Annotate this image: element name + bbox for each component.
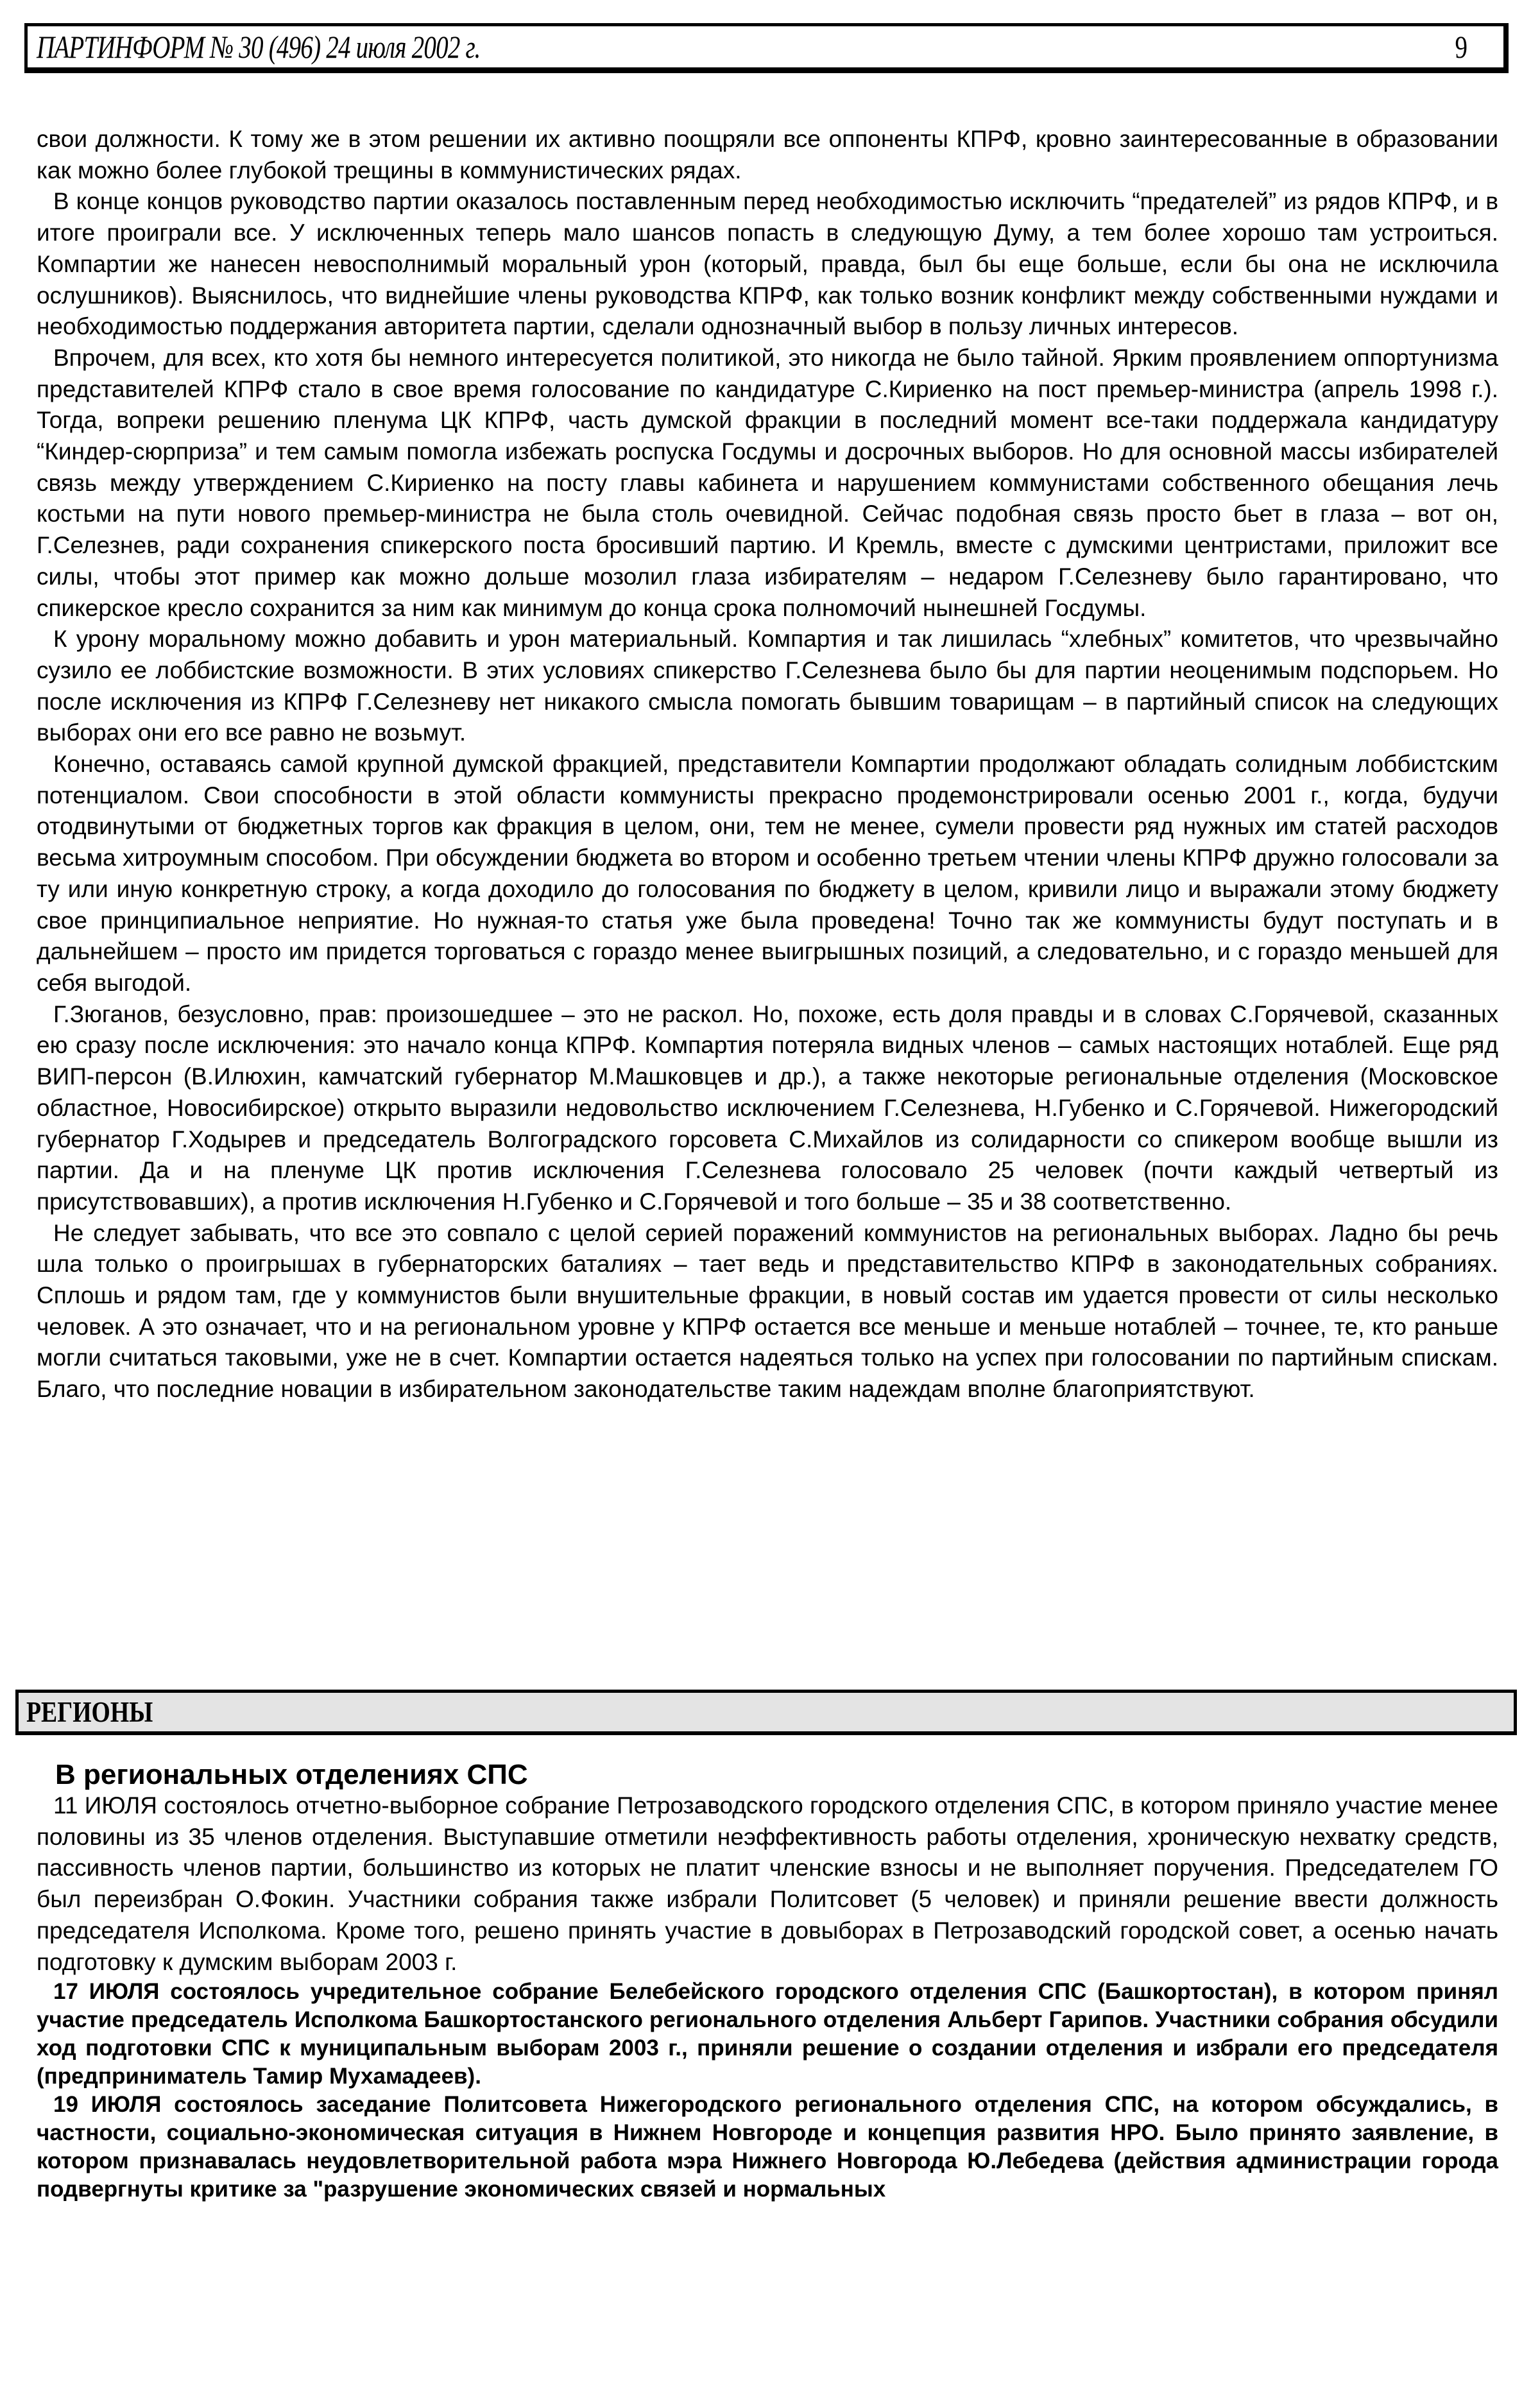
region-news-item: 19 ИЮЛЯ состоялось заседание Политсовета Нижегородского регионального отделения СПС, на котором обсуждались, в частности, социально-экономическая ситуация в Нижнем Новгороде и концепция развития НРО. Было принято заявление, в котором признавалась неудовлетворительной работа мэра Нижнего Новгорода Ю.Лебедева (действия администрации города подвергнуты критике за "разрушение экономических связей и нормальных xyxy=(37,2092,1498,2202)
page-number: 9 xyxy=(1455,29,1467,65)
section-subheading: В региональных отделениях СПС xyxy=(55,1759,528,1790)
section-title: РЕГИОНЫ xyxy=(26,1695,153,1728)
region-news-item: 11 ИЮЛЯ состоялось отчетно-выборное собрание Петрозаводского городского отделения СПС, в котором приняло участие менее половины из 35 членов отделения. Выступавшие отметили неэффективность работы отделения, хроническую нехватку средств, пассивность членов партии, большинство из которых не платит членские взносы и не выполняет поручения. Председателем ГО был переизбран О.Фокин. Участники собрания также избрали Политсовет (5 человек) и приняли решение ввести должность председателя Исполкома. Кроме того, решено принять участие в довыборах в Петрозаводский городской совет, а осенью начать подготовку к думским выборам 2003 г. xyxy=(37,1792,1498,1975)
article-paragraph: Конечно, оставаясь самой крупной думской фракцией, представители Компартии продолжают обладать солидным лоббистским потенциалом. Свои способности в этой области коммунисты прекрасно продемонстрировали осенью 2001 г., когда, будучи отодвинутыми от бюджетных торгов как фракция в целом, они, тем не менее, сумели провести ряд нужных им статей расходов весьма хитроумным способом. При обсуждении бюджета во втором и особенно третьем чтении члены КПРФ дружно голосовали за ту или иную конкретную строку, а когда доходило до голосования по бюджету в целом, кривили лицо и выражали этому бюджету свое принципиальное неприятие. Но нужная-то статья уже была проведена! Точно так же коммунисты будут поступать и в дальнейшем – просто им придется торговаться с гораздо менее выигрышных позиций, а следовательно, и с гораздо меньшей для себя выгодой. xyxy=(37,751,1498,996)
article-body xyxy=(37,124,1498,1405)
article-paragraph: Г.Зюганов, безусловно, прав: произошедшее – это не раскол. Но, похоже, есть доля правды и в словах С.Горячевой, сказанных ею сразу после исключения: это начало конца КПРФ. Компартия потеряла видных членов – самых настоящих нотаблей. Еще ряд ВИП-персон (В.Илюхин, камчатский губернатор М.Машковцев и др.), а также некоторые региональные отделения (Московское областное, Новосибирское) открыто выразили недовольство исключением Г.Селезнева, Н.Губенко и С.Горячевой. Нижегородский губернатор Г.Ходырев и председатель Волгоградского горсовета С.Михайлов из солидарности со спикером вообще вышли из партии. Да и на пленуме ЦК против исключения Г.Селезнева голосовало 25 человек (почти каждый четвертый из присутствовавших), а против исключения Н.Губенко и С.Горячевой и того больше – 35 и 38 соответственно. xyxy=(37,1000,1498,1215)
region-news-item: 17 ИЮЛЯ состоялось учредительное собрание Белебейского городского отделения СПС (Башкортостан), в котором принял участие председатель Исполкома Башкортостанского регионального отделения Альберт Гарипов. Участники собрания обсудили ход подготовки СПС к муниципальным выборам 2003 г., приняли решение о создании отделения и избрали его председателя (предприниматель Тамир Мухамадеев). xyxy=(37,1979,1498,2089)
article-paragraph: Впрочем, для всех, кто хотя бы немного интересуется политикой, это никогда не было тайной. Ярким проявлением оппортунизма представителей КПРФ стало в свое время голосование по кандидатуре С.Кириенко на пост премьер-министра (апрель 1998 г.). Тогда, вопреки решению пленума ЦК КПРФ, часть думской фракции в последний момент все-таки поддержала кандидатуру “Киндер-сюрприза” и тем самым помогла избежать роспуска Госдумы и досрочных выборов. Но для основной массы избирателей связь между утверждением С.Кириенко на посту главы кабинета и нарушением коммунистами собственного обещания лечь костьми на пути нового премьер-министра не была столь очевидной. Сейчас подобная связь просто бьет в глаза – вот он, Г.Селезнев, ради сохранения спикерского поста бросивший партию. И Кремль, вместе с думскими центристами, приложит все силы, чтобы этот пример как можно дольше мозолил глаза избирателям – недаром Г.Селезневу было гарантировано, что спикерское кресло сохранится за ним как минимум до конца срока полномочий нынешней Госдумы. xyxy=(37,344,1498,621)
article-paragraph: Не следует забывать, что все это совпало с целой серией поражений коммунистов на региональных выборах. Ладно бы речь шла только о проигрышах в губернаторских баталиях – тает ведь и представительство КПРФ в законодательных собраниях. Сплошь и рядом там, где у коммунистов были внушительные фракции, в новый состав им удается провести от силы несколько человек. А это означает, что и на региональном уровне у КПРФ остается все меньше и меньше нотаблей – точнее, те, кто раньше могли считаться таковыми, уже не в счет. Компартии остается надеяться только на успех при голосовании по партийным спискам. Благо, что последние новации в избирательном законодательстве таким надеждам вполне благоприятствуют. xyxy=(37,1219,1498,1403)
article-paragraph: свои должности. К тому же в этом решении их активно поощряли все оппоненты КПРФ, кровно заинтересованные в образовании как можно более глубокой трещины в коммунистических рядах. xyxy=(37,126,1498,184)
masthead xyxy=(24,23,1509,73)
article-paragraph: В конце концов руководство партии оказалось поставленным перед необходимостью исключить “предателей” из рядов КПРФ, и в итоге проиграли все. У исключенных теперь мало шансов попасть в следующую Думу, а тем более хорошо там устроиться. Компартии же нанесен невосполнимый моральный урон (который, правда, был бы еще больше, если бы она не исключила ослушников). Выяснилось, что виднейшие члены руководства КПРФ, как только возник конфликт между собственными нуждами и необходимостью поддержания авторитета партии, сделали однозначный выбор в пользу личных интересов. xyxy=(37,188,1498,340)
article-paragraph: К урону моральному можно добавить и урон материальный. Компартия и так лишилась “хлебных” комитетов, что чрезвычайно сузило ее лоббистские возможности. В этих условиях спикерство Г.Селезнева было бы для партии неоценимым подспорьем. Но после исключения из КПРФ Г.Селезневу нет никакого смысла помогать бывшим товарищам – в партийный список на следующих выборах они его все равно не возьмут. xyxy=(37,626,1498,746)
section-header-bar xyxy=(15,1690,1517,1735)
regions-body xyxy=(37,1790,1498,2204)
publication-title: ПАРТИНФОРМ № 30 (496) 24 июля 2002 г. xyxy=(37,29,481,65)
